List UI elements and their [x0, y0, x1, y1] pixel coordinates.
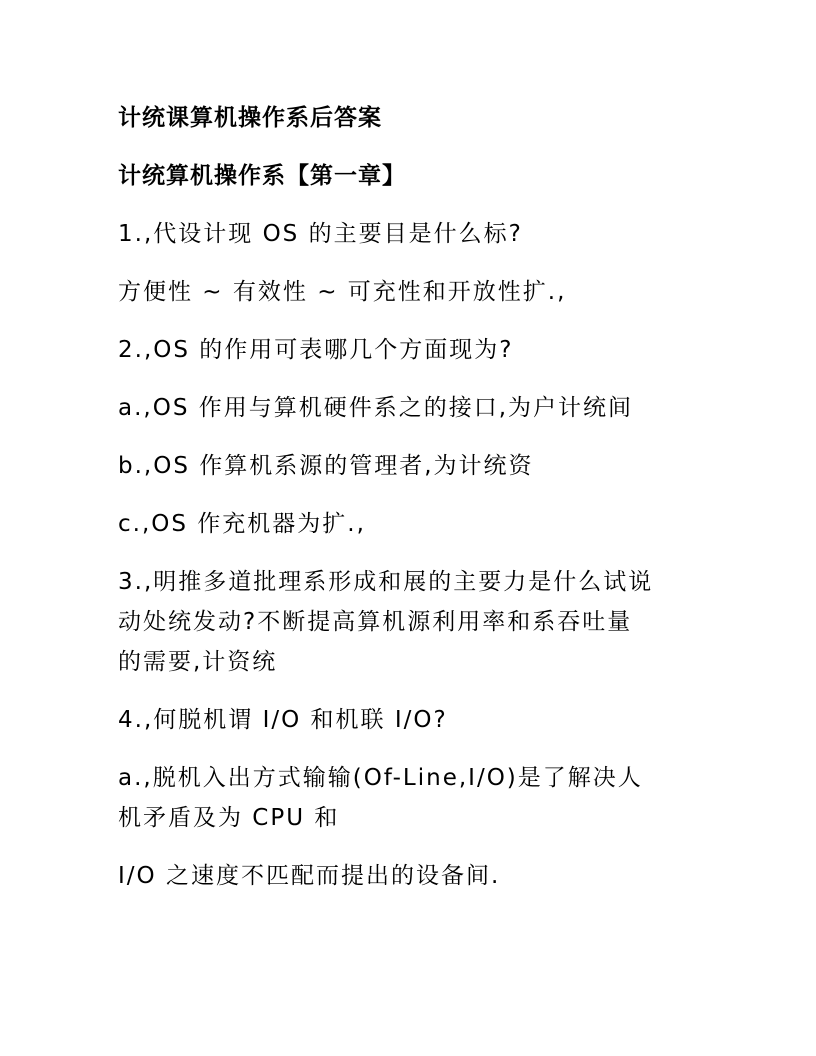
- paragraph: [118, 214, 708, 254]
- paragraph: [118, 856, 708, 896]
- paragraph-line: 的需要,计资统: [118, 649, 278, 675]
- chapter-heading: 计统算机操作系【第一章】: [118, 163, 406, 189]
- paragraph: [118, 388, 708, 428]
- paragraph-line: 4.,何脱机谓 I/O 和机联 I/O?: [118, 707, 448, 733]
- paragraph-line: I/O 之速度不匹配而提出的设备间.: [118, 863, 501, 889]
- paragraph: [118, 272, 708, 312]
- paragraph: [118, 504, 708, 544]
- paragraph: [118, 700, 708, 740]
- paragraph: [118, 758, 708, 838]
- paragraph-line: 2.,OS 的作用可表哪几个方面现为?: [118, 337, 514, 363]
- paragraph-line: 机矛盾及为 CPU 和: [118, 805, 340, 831]
- paragraph-line: c.,OS 作充机器为扩.,: [118, 511, 366, 537]
- document-body: [118, 98, 708, 914]
- document-title: 计统课算机操作系后答案: [118, 105, 382, 131]
- paragraph: [118, 446, 708, 486]
- paragraph-line: 动处统发动?不断提高算机源利用率和系吞吐量: [118, 609, 633, 635]
- paragraph: [118, 330, 708, 370]
- paragraph-line: b.,OS 作算机系源的管理者,为计统资: [118, 453, 534, 479]
- paragraph-line: 3.,明推多道批理系形成和展的主要力是什么试说: [118, 569, 654, 595]
- paragraph-line: a.,脱机入出方式输输(Of-Line,I/O)是了解决人: [118, 765, 643, 791]
- paragraph-line: a.,OS 作用与算机硬件系之的接口,为户计统间: [118, 395, 634, 421]
- paragraph-line: 1.,代设计现 OS 的主要目是什么标?: [118, 221, 523, 247]
- paragraph-line: 方便性 ~ 有效性 ~ 可充性和开放性扩.,: [118, 279, 567, 305]
- paragraph: [118, 562, 708, 682]
